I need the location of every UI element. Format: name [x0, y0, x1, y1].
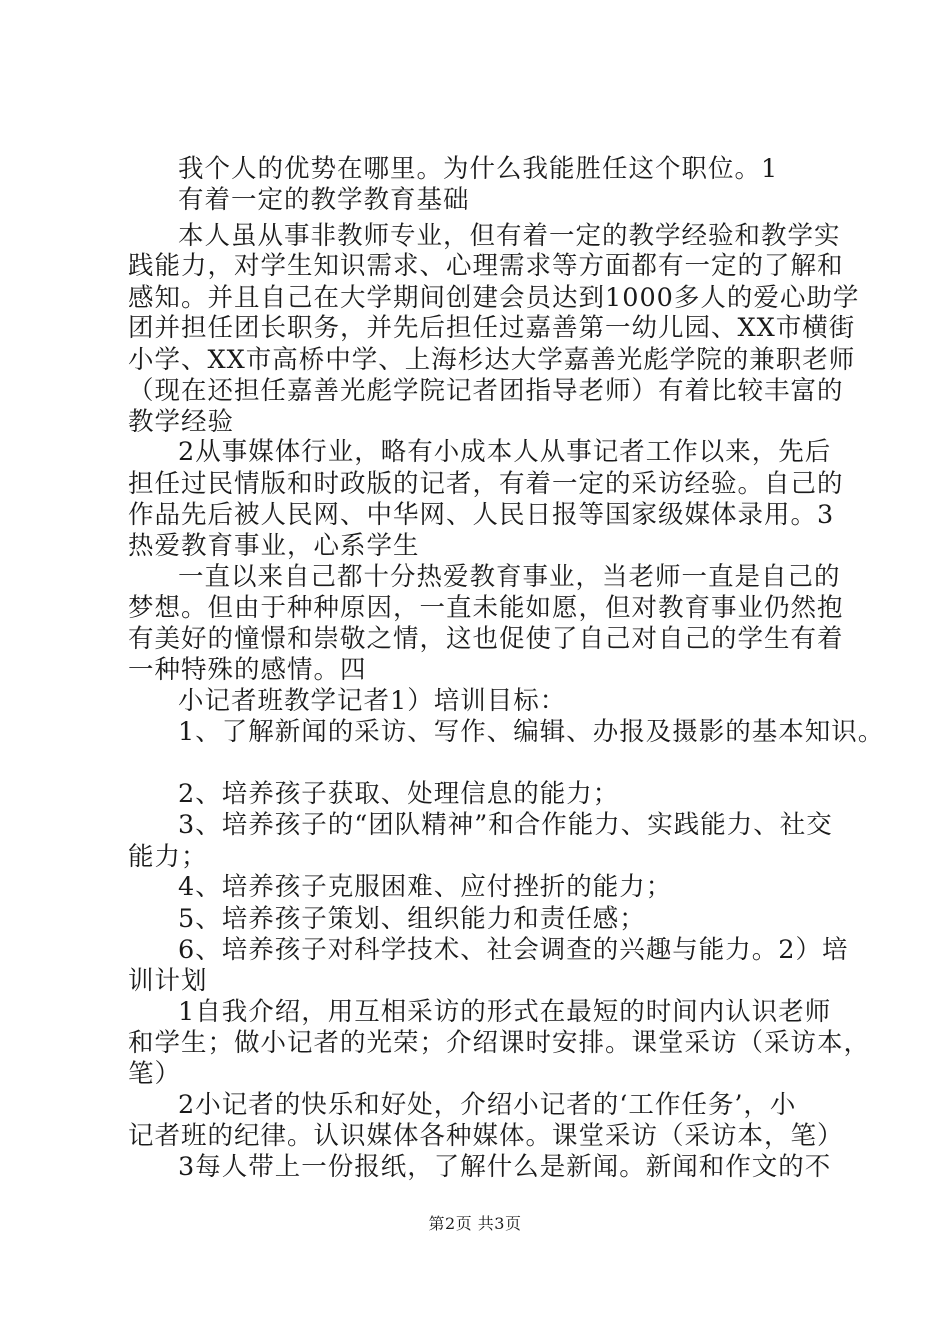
text-line: 2、培养孩子获取、处理信息的能力；: [178, 779, 620, 810]
text-line: 能力；: [128, 841, 208, 872]
text-line: 和学生；做小记者的光荣；介绍课时安排。课堂采访（采访本，: [128, 1027, 871, 1058]
text-line: 5、培养孩子策划、组织能力和责任感；: [178, 903, 646, 934]
text-line: 教学经验: [128, 406, 235, 437]
text-line: 一直以来自己都十分热爱教育事业，当老师一直是自己的: [178, 561, 841, 592]
text-line: 3、培养孩子的“团队精神”和合作能力、实践能力、社交: [178, 810, 833, 840]
text-line: 感知。并且自己在大学期间创建会员达到1000多人的爱心助学: [128, 282, 860, 313]
text-line: 2从事媒体行业，略有小成本人从事记者工作以来，先后: [178, 437, 832, 468]
text-line: 作品先后被人民网、中华网、人民日报等国家级媒体录用。3: [128, 499, 835, 530]
text-line: 团并担任团长职务，并先后担任过嘉善第一幼儿园、XX市横街: [128, 313, 856, 344]
text-line: 4、培养孩子克服困难、应付挫折的能力；: [178, 872, 673, 903]
text-line: 践能力，对学生知识需求、心理需求等方面都有一定的了解和: [128, 251, 844, 282]
text-line: 小学、XX市高桥中学、上海杉达大学嘉善光彪学院的兼职老师: [128, 344, 856, 375]
text-line: 我个人的优势在哪里。为什么我能胜任这个职位。1: [178, 154, 779, 184]
text-line: 笔）: [128, 1059, 182, 1090]
text-line: 有美好的憧憬和崇敬之情，这也促使了自己对自己的学生有着: [128, 623, 844, 654]
text-line: 1自我介绍，用互相采访的形式在最短的时间内认识老师: [178, 997, 832, 1028]
text-line: 有着一定的教学教育基础: [178, 184, 470, 215]
text-line: （现在还担任嘉善光彪学院记者团指导老师）有着比较丰富的: [128, 376, 844, 407]
text-line: 训计划: [128, 965, 208, 996]
text-line: 热爱教育事业，心系学生: [128, 531, 420, 561]
text-line: 梦想。但由于种种原因，一直未能如愿，但对教育事业仍然抱: [128, 593, 844, 624]
text-line: 担任过民情版和时政版的记者，有着一定的采访经验。自己的: [128, 468, 844, 499]
text-line: 记者班的纪律。认识媒体各种媒体。课堂采访（采访本，笔）: [128, 1121, 844, 1152]
text-line: 小记者班教学记者1）培训目标：: [178, 685, 567, 716]
text-line: 2小记者的快乐和好处，介绍小记者的‘工作任务’，小: [178, 1089, 797, 1120]
text-line: 3每人带上一份报纸，了解什么是新闻。新闻和作文的不: [178, 1152, 832, 1182]
text-line: 1、了解新闻的采访、写作、编辑、办报及摄影的基本知识。: [178, 717, 885, 748]
text-line: 一种特殊的感情。四: [128, 655, 367, 686]
text-line: 6、培养孩子对科学技术、社会调查的兴趣与能力。2）培: [178, 935, 849, 966]
text-line: 本人虽从事非教师专业，但有着一定的教学经验和教学实: [178, 220, 841, 251]
page-number-footer: 第2页 共3页: [428, 1214, 522, 1233]
